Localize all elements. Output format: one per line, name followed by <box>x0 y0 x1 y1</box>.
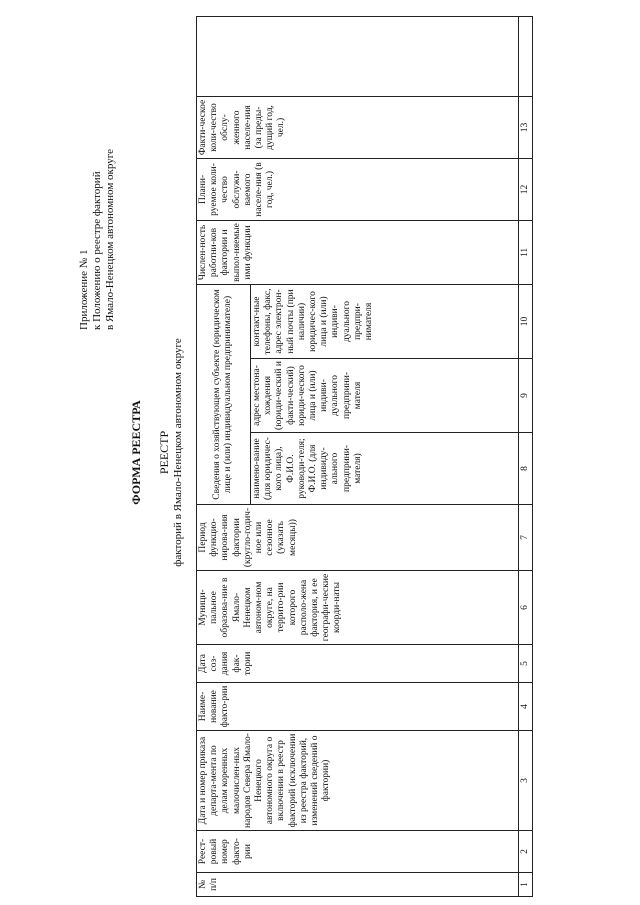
column-header: № п/п <box>197 873 519 897</box>
registry-form-table <box>196 16 533 897</box>
column-header: Дата соз-дания фак-тории <box>197 645 519 683</box>
column-header: Плани-руемое коли-чество обслужи-ваемого населе-ния (в год, чел.) <box>197 158 519 220</box>
column-header: Дата и номер приказа департа-мента по делам коренных малочислен-ных народов Севера Ямало-Ненецкого автономного округа о включении в реестр факторий (исключении из реестра факторий, изменений сведений о фактории) <box>197 731 519 831</box>
column-header: Период функцио-нирова-ния фактории (кругло-годич-ное или сезонное (указать месяцы)) <box>197 505 519 571</box>
column-number: 2 <box>519 831 533 873</box>
column-header: Муници-пальное образова-ние в Ямало-Ненецком автоном-ном округе, на террито-рии которого располо-жена фактория, и ее географи-ческие коорди-наты <box>197 571 519 645</box>
column-number-row <box>519 16 533 896</box>
blank-cell <box>519 16 533 96</box>
registry-title: РЕЕСТР <box>157 430 171 475</box>
column-number: 13 <box>519 96 533 158</box>
column-number: 7 <box>519 505 533 571</box>
column-number: 6 <box>519 571 533 645</box>
appendix-line: в Ямало-Ненецком автономном округе <box>104 148 116 330</box>
column-number: 3 <box>519 731 533 831</box>
blank-cell <box>197 16 519 96</box>
column-header: Факти-ческое коли-чество обслу-женного населе-ния (за преды-дущий год, чел.) <box>197 96 519 158</box>
subcolumn-header: адрес местона-хождения (юриди-ческий и факти-ческий) юриди-ческого лица и (или) индиви-дуального предприни-мателя <box>250 359 518 433</box>
subcolumn-header: наимено-вание (для юридичес-кого лица), Ф.И.О. руководи-теля; Ф.И.О. (для индивиду-ального предприни-мателя) <box>250 433 518 505</box>
column-number: 10 <box>519 284 533 358</box>
appendix-line: к Положению о реестре факторий <box>91 171 103 330</box>
column-number: 4 <box>519 683 533 731</box>
appendix-note <box>78 10 117 330</box>
column-number: 9 <box>519 359 533 433</box>
column-number: 1 <box>519 873 533 897</box>
column-header: Реест-ровый номер факто-рии <box>197 831 519 873</box>
registry-subtitle: факторий в Ямало-Ненецком автономном округе <box>172 338 184 567</box>
subject-info-header: Сведения о хозяйствующем субъекте (юридическом лице и (или) индивидуальном предпринимателе) <box>197 284 251 504</box>
subcolumn-header: контакт-ные телефоны, факс, адрес электрон-ный почты (при наличии) юридичес-кого лица и (или) индиви-дуального предпри-нимателя <box>250 284 518 358</box>
header-row <box>197 16 251 896</box>
form-title: ФОРМА РЕЕСТРА <box>129 400 143 505</box>
column-number: 12 <box>519 158 533 220</box>
column-header: Наиме-нование факто-рии <box>197 683 519 731</box>
column-header: Числен-ность работни-ков фактории и выпол-няемые ими функции <box>197 220 519 284</box>
appendix-line: Приложение № 1 <box>78 249 90 330</box>
column-number: 5 <box>519 645 533 683</box>
column-number: 8 <box>519 433 533 505</box>
column-number: 11 <box>519 220 533 284</box>
